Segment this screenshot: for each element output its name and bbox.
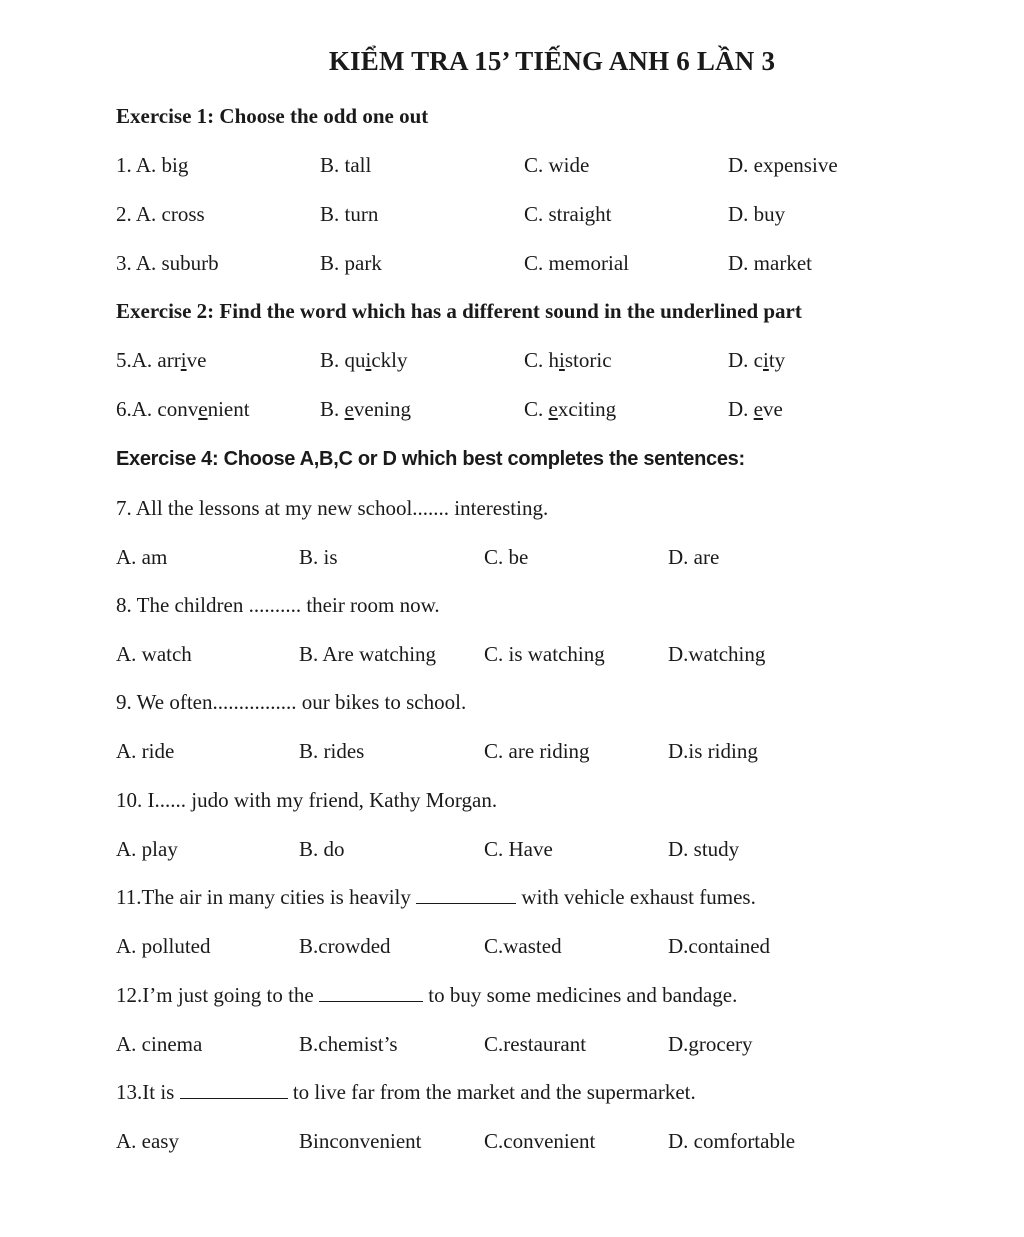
question-13: 13.It is to live far from the market and the supermarket.	[116, 1080, 696, 1104]
q9-option-a: A. ride	[116, 739, 175, 763]
answer-blank	[180, 1080, 288, 1099]
q13-option-a: A. easy	[116, 1129, 179, 1153]
answer-blank	[416, 885, 516, 904]
q11-option-b: B.crowded	[299, 934, 391, 958]
q12-option-a: A. cinema	[116, 1032, 203, 1056]
page-title: KIỂM TRA 15’ TIẾNG ANH 6 LẦN 3	[328, 46, 776, 76]
q10-option-b: B. do	[299, 837, 345, 861]
q7-option-b: B. is	[299, 545, 338, 569]
question-11: 11.The air in many cities is heavily with vehicle exhaust fumes.	[116, 885, 756, 909]
ex2-q5-option-c: C. historic	[524, 348, 612, 372]
ex1-q2-option-b: B. turn	[320, 202, 379, 226]
question-10: 10. I...... judo with my friend, Kathy Morgan.	[116, 788, 498, 812]
exercise-2-heading: Exercise 2: Find the word which has a different sound in the underlined part	[116, 299, 802, 323]
q9-option-b: B. rides	[299, 739, 365, 763]
question-12: 12.I’m just going to the to buy some medicines and bandage.	[116, 983, 738, 1007]
q11-option-a: A. polluted	[116, 934, 211, 958]
ex2-q5-option-d: D. city	[728, 348, 786, 372]
ex1-q2-option-a: 2. A. cross	[116, 202, 205, 226]
ex1-q1-option-b: B. tall	[320, 153, 372, 177]
answer-blank	[319, 983, 423, 1002]
ex2-q6-option-d: D. eve	[728, 397, 783, 421]
exercise-1-heading: Exercise 1: Choose the odd one out	[116, 104, 429, 128]
q11-option-c: C.wasted	[484, 934, 562, 958]
ex1-q2-option-d: D. buy	[728, 202, 786, 226]
ex2-q5-option-b: B. quickly	[320, 348, 408, 372]
ex1-q2-option-c: C. straight	[524, 202, 612, 226]
q12-option-b: B.chemist’s	[299, 1032, 398, 1056]
q7-option-a: A. am	[116, 545, 168, 569]
q11-option-d: D.contained	[668, 934, 771, 958]
ex2-q6-option-a: 6.A. convenient	[116, 397, 250, 421]
question-7: 7. All the lessons at my new school....... interesting.	[116, 496, 549, 520]
ex2-q6-option-c: C. exciting	[524, 397, 617, 421]
q12-option-d: D.grocery	[668, 1032, 753, 1056]
ex1-q1-option-d: D. expensive	[728, 153, 838, 177]
ex1-q3-option-b: B. park	[320, 251, 382, 275]
q8-option-d: D.watching	[668, 642, 766, 666]
ex1-q1-option-a: 1. A. big	[116, 153, 189, 177]
q7-option-d: D. are	[668, 545, 720, 569]
q8-option-b: B. Are watching	[299, 642, 437, 666]
q13-option-b: Binconvenient	[299, 1129, 422, 1153]
ex1-q3-option-c: C. memorial	[524, 251, 629, 275]
q9-option-d: D.is riding	[668, 739, 758, 763]
q10-option-c: C. Have	[484, 837, 553, 861]
q9-option-c: C. are riding	[484, 739, 590, 763]
q13-option-c: C.convenient	[484, 1129, 596, 1153]
ex1-q3-option-a: 3. A. suburb	[116, 251, 219, 275]
exercise-4-heading: Exercise 4: Choose A,B,C or D which best completes the sentences:	[116, 448, 745, 470]
q10-option-d: D. study	[668, 837, 740, 861]
q8-option-c: C. is watching	[484, 642, 605, 666]
ex2-q5-option-a: 5.A. arrive	[116, 348, 207, 372]
q10-option-a: A. play	[116, 837, 178, 861]
q13-option-d: D. comfortable	[668, 1129, 796, 1153]
q7-option-c: C. be	[484, 545, 529, 569]
ex1-q3-option-d: D. market	[728, 251, 812, 275]
question-8: 8. The children .......... their room now.	[116, 593, 440, 617]
ex1-q1-option-c: C. wide	[524, 153, 590, 177]
ex2-q6-option-b: B. evening	[320, 397, 411, 421]
q12-option-c: C.restaurant	[484, 1032, 587, 1056]
question-9: 9. We often................ our bikes to school.	[116, 690, 467, 714]
q8-option-a: A. watch	[116, 642, 192, 666]
